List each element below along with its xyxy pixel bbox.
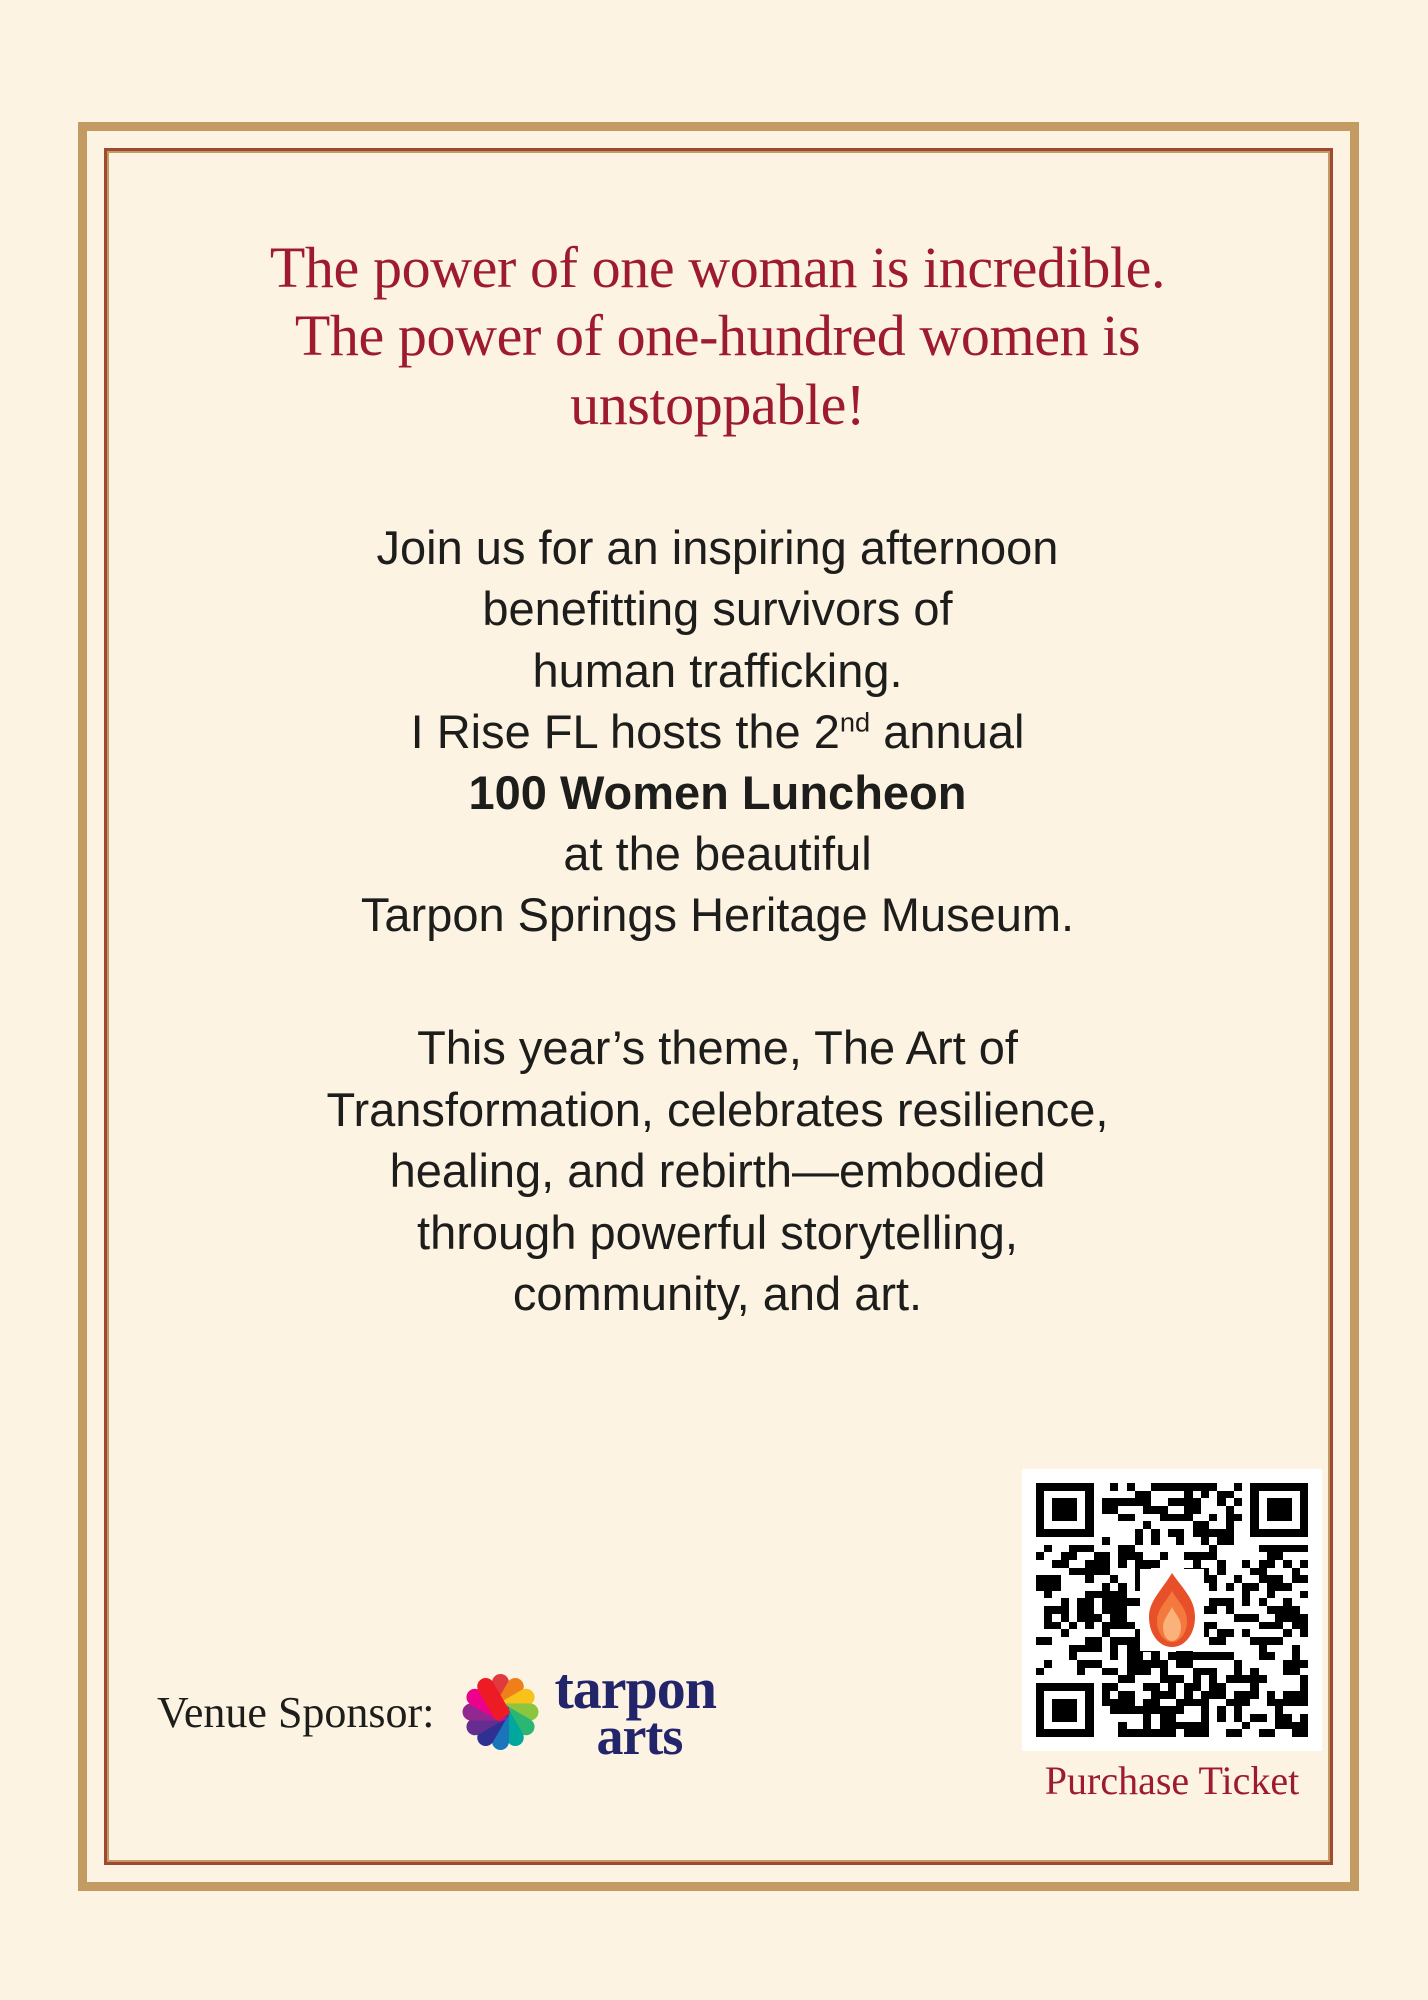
qr-section[interactable] [1022,1469,1322,1804]
body-line-1: Join us for an inspiring afternoon [376,521,1059,575]
headline-line-2: The power of one-hundred women is [294,303,1141,369]
body-line-2: benefitting survivors of [482,582,953,636]
headline-line-3: unstoppable! [570,371,865,437]
headline-line-1: The power of one woman is incredible. [269,235,1166,300]
body-line-4-ordinal: nd [839,705,871,737]
venue-name: Tarpon Springs Heritage Museum. [360,887,1075,941]
theme-line-5: community, and art. [512,1267,923,1321]
theme-description [135,1017,1300,1325]
tarpon-arts-word-top: tarpon [554,1655,717,1721]
venue-sponsor-label: Venue Sponsor: [157,1687,435,1737]
qr-canvas[interactable] [1036,1483,1308,1737]
theme-line-1: This year’s theme, The Art of [417,1020,1018,1074]
flame-icon [1140,1569,1204,1651]
headline [188,212,1248,439]
body-line-4-pre: I Rise FL hosts the 2 [410,704,840,758]
poster-content [135,212,1300,1822]
event-name: 100 Women Luncheon [468,765,967,819]
theme-line-2: Transformation, celebrates resilience, [326,1082,1109,1136]
qr-caption[interactable]: Purchase Ticket [1044,1758,1300,1803]
theme-line-4: through powerful storytelling, [417,1205,1018,1259]
body-line-3: human trafficking. [532,643,903,697]
venue-sponsor-row [157,1655,1057,1766]
event-description [135,517,1300,945]
tarpon-arts-word-bottom: arts [596,1705,683,1766]
body-line-4-post: annual [870,704,1025,758]
body-line-4 [135,701,1300,762]
pinwheel-icon [452,1664,548,1760]
tarpon-arts-logo [452,1655,717,1766]
theme-line-3: healing, and rebirth—embodied [389,1144,1046,1198]
body-line-6: at the beautiful [563,826,872,880]
qr-code[interactable] [1022,1469,1322,1751]
tarpon-arts-wordmark [554,1655,717,1766]
